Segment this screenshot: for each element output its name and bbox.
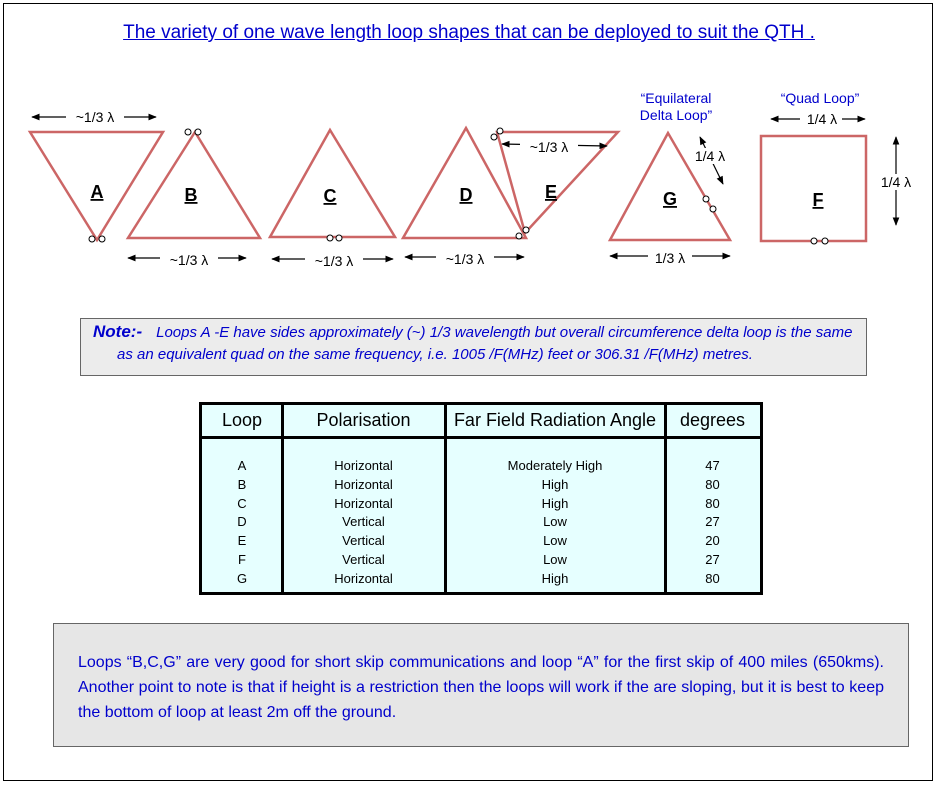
table-cell: High xyxy=(541,476,569,492)
table-cell: Vertical xyxy=(342,514,385,530)
loop-d-label: D xyxy=(459,185,473,205)
table-cell: E xyxy=(237,533,247,549)
table-cell: 47 xyxy=(705,458,720,473)
note-line-1: Loops A -E have sides approximately (~) 1/3 wavelength but overall circumference delta loop is the same xyxy=(156,324,853,341)
table-cell: Low xyxy=(543,551,567,567)
dimension-label: 1/4 λ xyxy=(694,148,726,164)
loop-b-label: B xyxy=(184,185,198,205)
summary-text: Loops “B,C,G” are very good for short skip communications and loop “A” for the first skip of 400 miles (650kms). Another point to note is that if height is a restriction then the loops will work if the are sloping, but it is best to keep the bottom of loop at least 2m off the ground. xyxy=(78,654,884,721)
feed-point-icon xyxy=(491,134,497,140)
dimension-label: 1/3 λ xyxy=(654,250,686,266)
feed-point-icon xyxy=(497,128,503,134)
feed-point-icon xyxy=(336,235,342,241)
table-cell: Low xyxy=(543,533,567,549)
loop-shapes-diagram xyxy=(0,0,938,300)
table-header-polarisation: Polarisation xyxy=(282,405,445,439)
note-line-2: as an equivalent quad on the same frequency, i.e. 1005 /F(MHz) feet or 306.31 /F(MHz) metres. xyxy=(117,346,753,363)
table-column-loop xyxy=(202,457,282,589)
loop-a-label: A xyxy=(90,182,104,202)
feed-point-icon xyxy=(99,236,105,242)
table-column-angle xyxy=(445,457,665,589)
table-cell: 80 xyxy=(705,495,720,511)
radiation-table xyxy=(199,402,763,595)
table-cell: High xyxy=(541,495,569,511)
note-lead: Note:- xyxy=(93,322,143,341)
table-cell: C xyxy=(237,495,247,511)
table-column-degrees xyxy=(665,457,760,589)
table-header-angle: Far Field Radiation Angle xyxy=(445,405,665,439)
table-cell: Horizontal xyxy=(334,476,393,492)
table-cell: 20 xyxy=(705,533,720,549)
dimension-label: ~1/3 λ xyxy=(314,253,354,269)
table-cell: A xyxy=(237,458,247,473)
dimension-label: 1/4 λ xyxy=(880,174,912,190)
page-title: The variety of one wave length loop shapes that can be deployed to suit the QTH . xyxy=(123,22,815,43)
feed-point-icon xyxy=(811,238,817,244)
table-cell: G xyxy=(236,570,248,586)
loop-c-shape xyxy=(270,130,395,237)
table-header-degrees: degrees xyxy=(665,405,760,439)
feed-point-icon xyxy=(516,233,522,239)
dimension-label: ~1/3 λ xyxy=(169,252,209,268)
table-cell: Vertical xyxy=(342,533,385,549)
table-cell: 80 xyxy=(705,476,720,492)
feed-point-icon xyxy=(703,196,709,202)
dimension-label: ~1/3 λ xyxy=(75,109,115,125)
table-cell: B xyxy=(237,476,247,492)
loop-c-label: C xyxy=(323,186,337,206)
table-cell: Moderately High xyxy=(507,458,603,473)
summary-box xyxy=(53,623,909,747)
table-cell: Horizontal xyxy=(334,570,393,586)
feed-point-icon xyxy=(710,206,716,212)
quad-loop-label: “Quad Loop” xyxy=(780,90,860,106)
feed-point-icon xyxy=(822,238,828,244)
table-cell: Low xyxy=(543,514,567,530)
loop-f-shape xyxy=(761,136,866,241)
feed-point-icon xyxy=(185,129,191,135)
table-cell: Horizontal xyxy=(334,495,393,511)
table-cell: Vertical xyxy=(342,551,385,567)
table-cell: F xyxy=(238,551,246,567)
table-cell: D xyxy=(237,514,247,530)
dimension-label: ~1/3 λ xyxy=(529,139,569,155)
dimension-label: 1/4 λ xyxy=(806,111,838,127)
table-cell: 27 xyxy=(705,551,720,567)
dimension-label: ~1/3 λ xyxy=(445,251,485,267)
table-cell: High xyxy=(541,570,569,586)
table-cell: 27 xyxy=(705,514,720,530)
feed-point-icon xyxy=(195,129,201,135)
feed-point-icon xyxy=(327,235,333,241)
loop-f-label: F xyxy=(812,190,824,210)
loop-e-label: E xyxy=(544,182,558,202)
loop-g-label: G xyxy=(662,189,678,209)
equilateral-delta-label: “Equilateral xyxy=(640,90,712,106)
table-header-loop: Loop xyxy=(202,405,282,439)
note-box xyxy=(80,318,867,376)
table-cell: Horizontal xyxy=(334,458,393,473)
feed-point-icon xyxy=(89,236,95,242)
feed-point-icon xyxy=(523,227,529,233)
table-cell: 80 xyxy=(705,570,720,586)
equilateral-delta-label: Delta Loop” xyxy=(639,107,713,123)
table-column-polarisation xyxy=(282,457,445,589)
